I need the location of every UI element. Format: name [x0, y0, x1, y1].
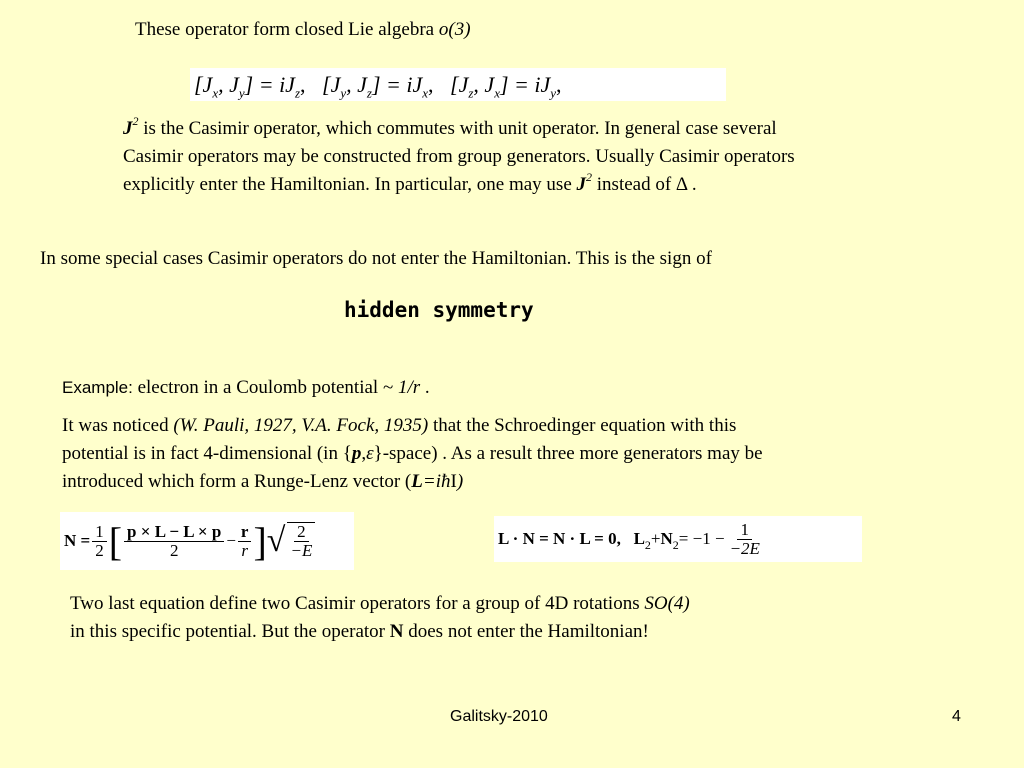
page-number: 4	[952, 708, 961, 725]
algebra-name: o(3)	[438, 19, 471, 40]
intro-text: These operator form closed Lie algebra	[135, 19, 439, 40]
example-line: Example: electron in a Coulomb potential ~ 1/r .	[62, 377, 430, 398]
special-cases-text: In some special cases Casimir operators do not enter the Hamiltonian. This is the sign of	[40, 248, 712, 269]
example-label: Example:	[62, 378, 138, 397]
casimir-equation: L · N = N · L = 0, L $^2$ + N $^2$ = −1 − $\frac{1}{-2E}$	[494, 516, 862, 562]
commutator-equation: [$J_x$, $J_y] = iJ_z$, [$J_y$, $J_z] = iJ_x$, [$J_z$, $J_x] = iJ_y$,	[190, 68, 726, 101]
pauli-paragraph: It was noticed (W. Pauli, 1927, V.A. Fock, 1935) that the Schroedinger equation with this potential is in fact 4-dimensional (in {p,ε}-space) . As a result three more generators may be introduced which form a Runge-Lenz vector (L=iħI)	[62, 415, 763, 492]
footer-author: Galitsky-2010	[450, 708, 548, 725]
intro-line	[135, 16, 471, 44]
conclusion-paragraph: Two last equation define two Casimir operators for a group of 4D rotations SO(4) in this specific potential. But the operator N does not enter the Hamiltonian!	[70, 593, 690, 642]
casimir-paragraph: $J^2$ is the Casimir operator, which commutes with unit operator. In general case several Casimir operators may be constructed from group generators. Usually Casimir operators explicitly enter the Hamiltonian. In particular, one may use $J^2$ instead of Δ .	[123, 114, 795, 195]
hidden-symmetry-heading: hidden symmetry	[344, 298, 534, 322]
runge-lenz-equation: N = $\frac{1}{2}$ [ $\frac{p \times L - L \times p}{2}$ − $\frac{r}{r}$ ] √ $\frac{2}{-E}$	[60, 512, 354, 570]
